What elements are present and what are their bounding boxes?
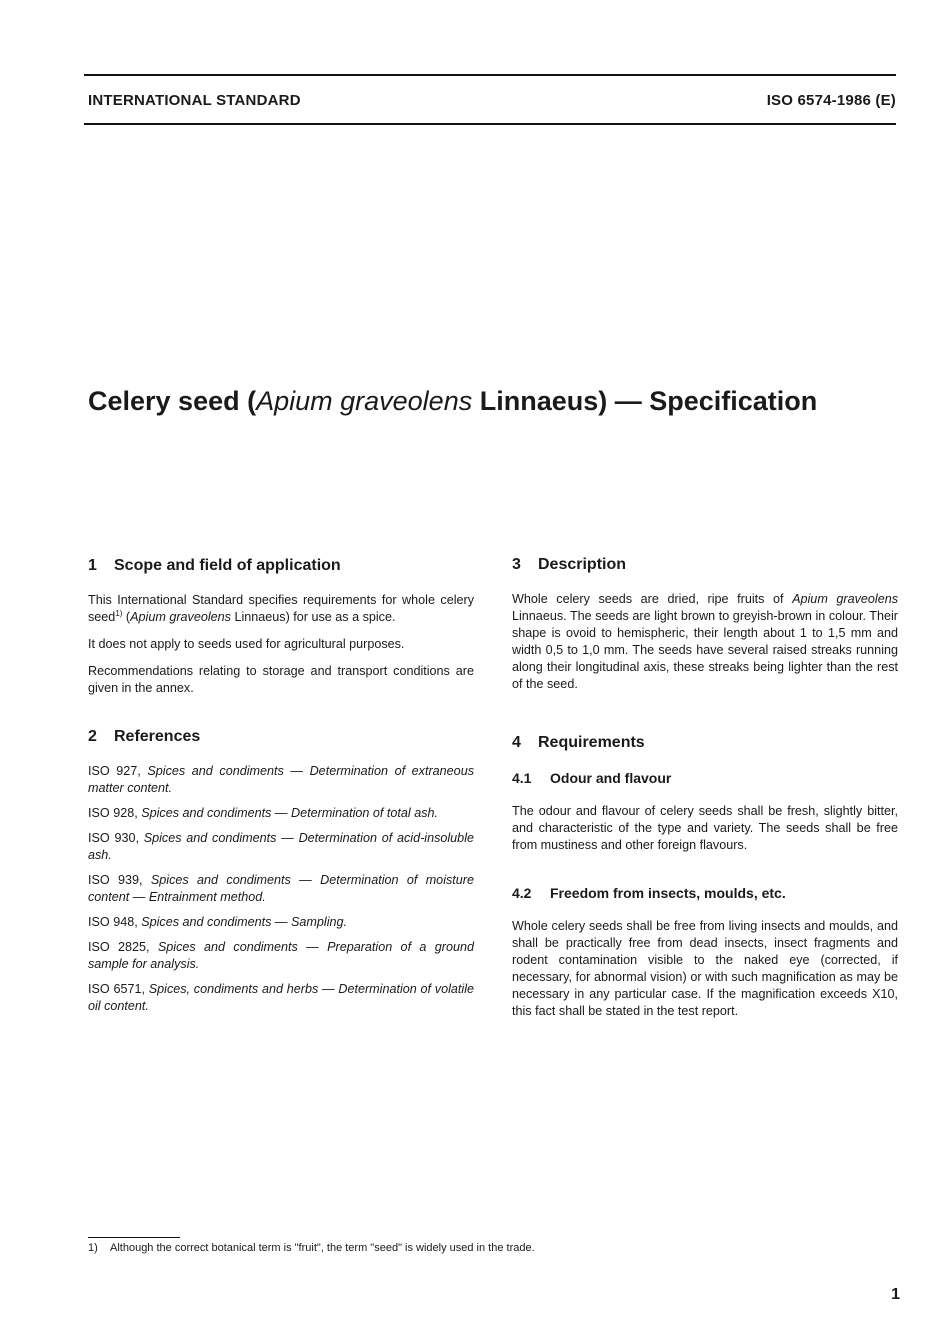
- section-2-heading: 2 References: [88, 728, 201, 745]
- reference-item: ISO 939, Spices and condiments — Determination of moisture content — Entrainment method.: [88, 873, 474, 904]
- section-4-1-heading: 4.1 Odour and flavour: [512, 770, 672, 786]
- reference-item: ISO 928, Spices and condiments — Determination of total ash.: [88, 806, 439, 820]
- reference-item: ISO 2825, Spices and condiments — Preparation of a ground sample for analysis.: [88, 940, 474, 971]
- footnote: 1) Although the correct botanical term is "fruit", the term "seed" is widely used in the trade.: [88, 1242, 535, 1254]
- section-1-paragraph-1: This International Standard specifies requirements for whole celery seed$^{1)}$ (Apium graveolens Linnaeus) for use as a spice.: [88, 593, 474, 624]
- section-1-paragraph-2: It does not apply to seeds used for agricultural purposes.: [88, 637, 405, 651]
- section-4-2-heading: 4.2 Freedom from insects, moulds, etc.: [512, 885, 786, 901]
- standard-number: ISO 6574-1986 (E): [766, 92, 896, 109]
- header-top-rule: [84, 74, 896, 76]
- page-number: 1: [891, 1286, 900, 1303]
- footnote-reference: 1): [115, 608, 123, 618]
- reference-item: ISO 948, Spices and condiments — Sampling.: [88, 915, 348, 929]
- section-4-2-paragraph: Whole celery seeds shall be free from living insects and moulds, and shall be practically free from dead insects, insect fragments and rodent contamination visible to the naked eye (corrected, if necessary, for abnormal vision) or with such magnification as may be necessary in any particular case. If the magnification exceeds X10, this fact shall be stated in the test report.: [512, 919, 898, 1018]
- reference-item: ISO 927, Spices and condiments — Determination of extraneous matter content.: [88, 764, 474, 795]
- document-type-label: INTERNATIONAL STANDARD: [88, 92, 301, 109]
- reference-item: ISO 930, Spices and condiments — Determination of acid-insoluble ash.: [88, 831, 474, 862]
- right-column: [512, 555, 898, 1030]
- left-column: [88, 556, 474, 1023]
- section-3-heading: 3 Description: [512, 556, 627, 573]
- title-species-name: Apium graveolens: [256, 386, 473, 416]
- section-3-paragraph: Whole celery seeds are dried, ripe fruits of Apium graveolens Linnaeus. The seeds are light brown to greyish-brown in colour. Their shape is ovoid to hemispheric, their length about 1 to 1,5 mm and width 0,5 to 1,0 mm. The seeds have several raised streaks running along their longitudinal axis, these streaks being lighter than the rest of the seed.: [512, 592, 899, 691]
- section-1-heading: 1 Scope and field of application: [88, 557, 341, 574]
- section-1-paragraph-3: Recommendations relating to storage and transport conditions are given in the annex.: [88, 664, 474, 695]
- document-title: Celery seed (Apium graveolens Linnaeus) — Specification: [88, 386, 818, 416]
- section-4-1-paragraph: The odour and flavour of celery seeds shall be fresh, slightly bitter, and characteristic of the type and variety. The seeds shall be free from mustiness and other foreign flavours.: [512, 804, 898, 852]
- section-4-heading: 4 Requirements: [512, 734, 645, 751]
- header-bottom-rule: [84, 123, 896, 125]
- reference-item: ISO 6571, Spices, condiments and herbs — Determination of volatile oil content.: [88, 982, 475, 1013]
- footnote-rule: [88, 1237, 180, 1238]
